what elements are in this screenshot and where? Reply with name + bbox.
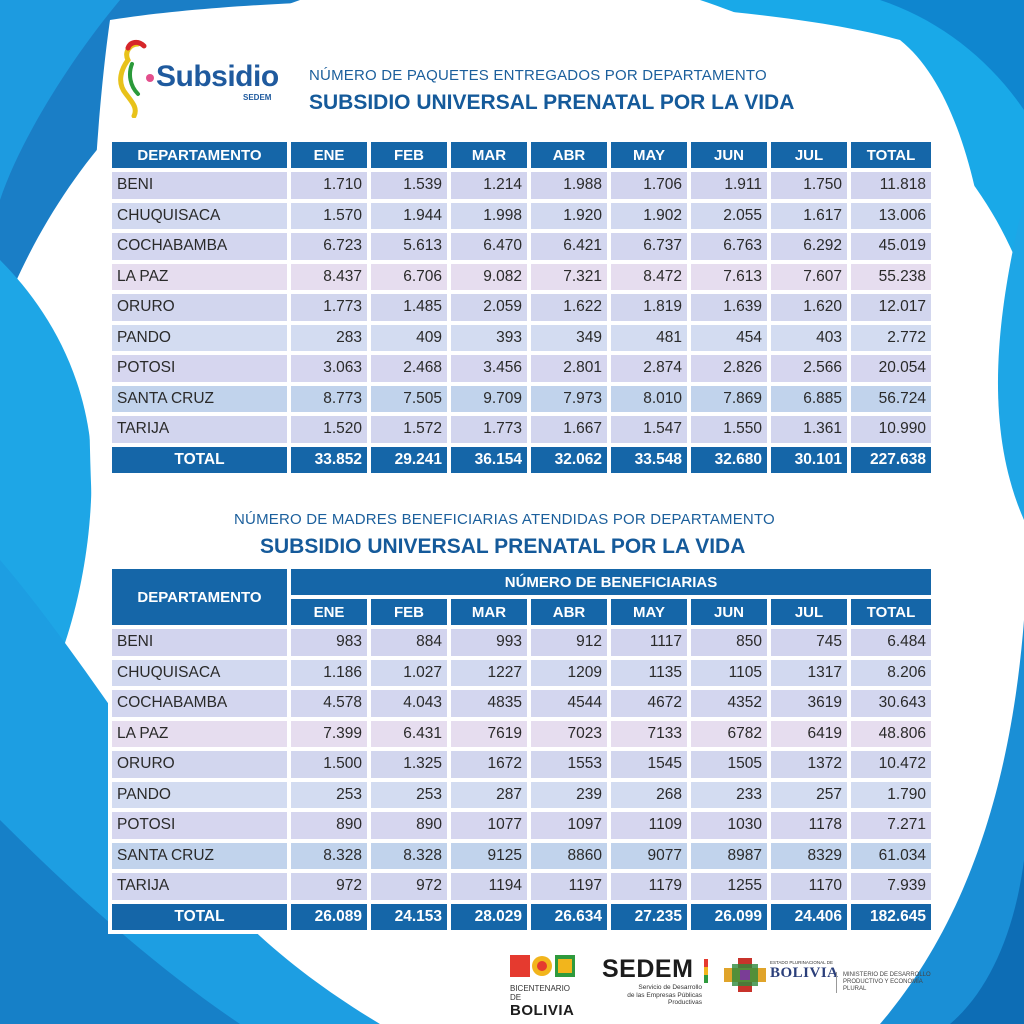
cell-may: 1135 [611,660,687,687]
cell-may: 6.737 [611,233,687,260]
cell-feb: 4.043 [371,690,447,717]
cell-abr: 6.421 [531,233,607,260]
cell-jun: 850 [691,629,767,656]
cell-may: 1545 [611,751,687,778]
cell-ene: 6.723 [291,233,367,260]
cell-total: 8.206 [851,660,931,687]
cell-ene: 890 [291,812,367,839]
cell-mar: 6.470 [451,233,527,260]
total-cell-jun: 26.099 [691,904,767,931]
cell-abr: 2.801 [531,355,607,382]
cell-mar: 7619 [451,721,527,748]
cell-departamento: PANDO [112,782,287,809]
col-header-may: MAY [611,599,687,625]
table1-header-row [112,142,931,168]
total-cell-mar: 28.029 [451,904,527,931]
total-cell-may: 27.235 [611,904,687,931]
col-header-jun: JUN [691,599,767,625]
cell-ene: 983 [291,629,367,656]
total-cell-departamento: TOTAL [112,904,287,931]
cell-departamento: SANTA CRUZ [112,386,287,413]
col-header-mar: MAR [451,599,527,625]
cell-departamento: LA PAZ [112,721,287,748]
table-row [112,873,931,900]
cell-jun: 454 [691,325,767,352]
table-row [112,751,931,778]
cell-ene: 4.578 [291,690,367,717]
table-row [112,416,931,443]
total-cell-total: 227.638 [851,447,931,474]
cell-abr: 1.622 [531,294,607,321]
cell-feb: 1.485 [371,294,447,321]
col-header-jun: JUN [691,142,767,168]
ministerio-line-1: MINISTERIO DE DESARROLLO [843,972,931,978]
cell-jul: 1.750 [771,172,847,199]
cell-jul: 8329 [771,843,847,870]
sedem-desc-line-2: de las Empresas Públicas [627,991,702,999]
cell-mar: 1672 [451,751,527,778]
table1-title: SUBSIDIO UNIVERSAL PRENATAL POR LA VIDA [309,91,795,114]
cell-departamento: BENI [112,629,287,656]
cell-mar: 4835 [451,690,527,717]
cell-feb: 884 [371,629,447,656]
packages-table [108,138,935,477]
cell-may: 1179 [611,873,687,900]
table-row [112,264,931,291]
cell-abr: 7.973 [531,386,607,413]
cell-ene: 7.399 [291,721,367,748]
cell-departamento: SANTA CRUZ [112,843,287,870]
cell-abr: 1209 [531,660,607,687]
cell-mar: 1227 [451,660,527,687]
sedem-description [602,984,702,1007]
table-row [112,782,931,809]
sedem-flag-bar [704,959,708,1019]
chakana-emblem-icon [724,958,766,992]
cell-ene: 283 [291,325,367,352]
cell-mar: 9125 [451,843,527,870]
cell-feb: 972 [371,873,447,900]
cell-total: 7.271 [851,812,931,839]
cell-ene: 1.710 [291,172,367,199]
cell-ene: 1.500 [291,751,367,778]
col-header-ene: ENE [291,142,367,168]
cell-mar: 9.082 [451,264,527,291]
col-header-total: TOTAL [851,142,931,168]
cell-abr: 349 [531,325,607,352]
cell-jul: 257 [771,782,847,809]
cell-may: 9077 [611,843,687,870]
cell-departamento: COCHABAMBA [112,233,287,260]
cell-total: 7.939 [851,873,931,900]
table-row [112,721,931,748]
cell-jun: 4352 [691,690,767,717]
cell-departamento: TARIJA [112,873,287,900]
cell-total: 11.818 [851,172,931,199]
cell-mar: 1.998 [451,203,527,230]
cell-departamento: ORURO [112,294,287,321]
cell-mar: 287 [451,782,527,809]
group-header-beneficiarias: NÚMERO DE BENEFICIARIAS [291,569,931,595]
cell-abr: 912 [531,629,607,656]
cell-jul: 3619 [771,690,847,717]
cell-mar: 3.456 [451,355,527,382]
cell-abr: 7023 [531,721,607,748]
table-row [112,294,931,321]
cell-jul: 403 [771,325,847,352]
cell-departamento: CHUQUISACA [112,660,287,687]
cell-abr: 7.321 [531,264,607,291]
cell-may: 2.874 [611,355,687,382]
cell-ene: 972 [291,873,367,900]
cell-abr: 4544 [531,690,607,717]
ministerio-line-2: PRODUCTIVO Y ECONOMÍA PLURAL [843,979,923,992]
cell-jun: 2.055 [691,203,767,230]
estado-line: ESTADO PLURINACIONAL DE [770,960,834,965]
total-cell-feb: 29.241 [371,447,447,474]
table2-subtitle: NÚMERO DE MADRES BENEFICIARIAS ATENDIDAS POR DEPARTAMENTO [234,511,775,528]
cell-abr: 1.988 [531,172,607,199]
cell-mar: 1.214 [451,172,527,199]
cell-jul: 2.566 [771,355,847,382]
cell-departamento: LA PAZ [112,264,287,291]
cell-total: 55.238 [851,264,931,291]
cell-abr: 1197 [531,873,607,900]
cell-total: 10.990 [851,416,931,443]
cell-departamento: PANDO [112,325,287,352]
col-header-mar: MAR [451,142,527,168]
sedem-desc-line-1: Servicio de Desarrollo [638,984,702,991]
table-row [112,325,931,352]
estado-country: BOLIVIA [770,965,839,981]
beneficiaries-table [108,565,935,934]
cell-total: 56.724 [851,386,931,413]
cell-jul: 7.607 [771,264,847,291]
cell-feb: 409 [371,325,447,352]
table-row [112,812,931,839]
cell-jul: 1317 [771,660,847,687]
cell-jun: 2.826 [691,355,767,382]
cell-jun: 1030 [691,812,767,839]
table-row [112,843,931,870]
cell-total: 1.790 [851,782,931,809]
cell-jul: 1178 [771,812,847,839]
cell-may: 8.472 [611,264,687,291]
total-cell-ene: 33.852 [291,447,367,474]
cell-total: 30.643 [851,690,931,717]
cell-departamento: TARIJA [112,416,287,443]
col-header-feb: FEB [371,599,447,625]
cell-departamento: ORURO [112,751,287,778]
cell-total: 48.806 [851,721,931,748]
cell-mar: 393 [451,325,527,352]
table-row [112,172,931,199]
cell-may: 268 [611,782,687,809]
cell-total: 10.472 [851,751,931,778]
table-row [112,629,931,656]
cell-abr: 1.920 [531,203,607,230]
cell-may: 8.010 [611,386,687,413]
cell-jul: 1372 [771,751,847,778]
cell-ene: 1.773 [291,294,367,321]
total-cell-abr: 26.634 [531,904,607,931]
col-header-may: MAY [611,142,687,168]
cell-total: 61.034 [851,843,931,870]
table-row [112,690,931,717]
total-cell-jul: 24.406 [771,904,847,931]
cell-jun: 6.763 [691,233,767,260]
cell-may: 7133 [611,721,687,748]
bicentenario-emblem-icon [510,955,576,979]
cell-mar: 2.059 [451,294,527,321]
cell-jul: 6419 [771,721,847,748]
total-cell-mar: 36.154 [451,447,527,474]
cell-abr: 8860 [531,843,607,870]
cell-mar: 1077 [451,812,527,839]
logo-subtext: SEDEM [243,93,272,102]
cell-total: 20.054 [851,355,931,382]
cell-total: 13.006 [851,203,931,230]
cell-jun: 1.550 [691,416,767,443]
sedem-name: SEDEM [602,955,694,983]
total-cell-abr: 32.062 [531,447,607,474]
cell-ene: 1.186 [291,660,367,687]
cell-ene: 8.437 [291,264,367,291]
cell-feb: 253 [371,782,447,809]
cell-jun: 8987 [691,843,767,870]
cell-feb: 2.468 [371,355,447,382]
cell-feb: 6.706 [371,264,447,291]
cell-jul: 745 [771,629,847,656]
table-row [112,203,931,230]
cell-abr: 1553 [531,751,607,778]
cell-jul: 1170 [771,873,847,900]
cell-feb: 8.328 [371,843,447,870]
cell-jun: 1255 [691,873,767,900]
cell-feb: 7.505 [371,386,447,413]
total-cell-jul: 30.101 [771,447,847,474]
cell-feb: 1.325 [371,751,447,778]
col-header-total: TOTAL [851,599,931,625]
cell-total: 2.772 [851,325,931,352]
total-row [112,447,931,474]
cell-jun: 7.613 [691,264,767,291]
table-row [112,660,931,687]
col-header-abr: ABR [531,142,607,168]
bicentenario-line: BICENTENARIO DE [510,984,571,1002]
cell-jul: 1.361 [771,416,847,443]
cell-total: 45.019 [851,233,931,260]
total-row [112,904,931,931]
col-header-ene: ENE [291,599,367,625]
cell-ene: 253 [291,782,367,809]
cell-ene: 3.063 [291,355,367,382]
cell-feb: 1.944 [371,203,447,230]
cell-abr: 1097 [531,812,607,839]
cell-feb: 1.539 [371,172,447,199]
cell-abr: 1.667 [531,416,607,443]
col-header-jul: JUL [771,142,847,168]
ministerio-logo [836,972,946,993]
cell-jul: 6.292 [771,233,847,260]
table-row [112,233,931,260]
sedem-desc-line-3: Productivas [668,999,702,1006]
table1-subtitle: NÚMERO DE PAQUETES ENTREGADOS POR DEPARTAMENTO [309,67,767,84]
cell-may: 481 [611,325,687,352]
cell-ene: 1.570 [291,203,367,230]
cell-mar: 1194 [451,873,527,900]
total-cell-feb: 24.153 [371,904,447,931]
cell-jun: 233 [691,782,767,809]
cell-departamento: POTOSI [112,355,287,382]
col-header-departamento: DEPARTAMENTO [112,142,287,168]
cell-jun: 7.869 [691,386,767,413]
cell-may: 1.819 [611,294,687,321]
cell-mar: 9.709 [451,386,527,413]
total-cell-may: 33.548 [611,447,687,474]
sedem-logo [602,955,712,1007]
col-header-feb: FEB [371,142,447,168]
cell-may: 4672 [611,690,687,717]
cell-may: 1.902 [611,203,687,230]
col-header-jul: JUL [771,599,847,625]
table2-title: SUBSIDIO UNIVERSAL PRENATAL POR LA VIDA [260,535,746,558]
total-cell-jun: 32.680 [691,447,767,474]
cell-jul: 1.617 [771,203,847,230]
cell-feb: 890 [371,812,447,839]
cell-jul: 6.885 [771,386,847,413]
total-cell-departamento: TOTAL [112,447,287,474]
table2-group-header-row [112,569,931,595]
cell-jun: 1.911 [691,172,767,199]
cell-feb: 1.027 [371,660,447,687]
total-cell-total: 182.645 [851,904,931,931]
cell-departamento: CHUQUISACA [112,203,287,230]
cell-total: 12.017 [851,294,931,321]
cell-total: 6.484 [851,629,931,656]
table-row [112,386,931,413]
table-row [112,355,931,382]
cell-ene: 1.520 [291,416,367,443]
col-header-departamento: DEPARTAMENTO [112,569,287,625]
cell-jun: 6782 [691,721,767,748]
subsidio-logo [108,38,283,118]
cell-jun: 1105 [691,660,767,687]
cell-abr: 239 [531,782,607,809]
bicentenario-logo [510,955,580,1019]
bicentenario-country: BOLIVIA [510,1002,575,1019]
cell-jul: 1.620 [771,294,847,321]
cell-departamento: BENI [112,172,287,199]
cell-departamento: COCHABAMBA [112,690,287,717]
cell-feb: 5.613 [371,233,447,260]
cell-jun: 1.639 [691,294,767,321]
logo-wordmark: Subsidio [156,60,279,93]
cell-jun: 1505 [691,751,767,778]
cell-ene: 8.328 [291,843,367,870]
cell-departamento: POTOSI [112,812,287,839]
cell-feb: 1.572 [371,416,447,443]
cell-may: 1.706 [611,172,687,199]
cell-may: 1.547 [611,416,687,443]
cell-may: 1109 [611,812,687,839]
cell-feb: 6.431 [371,721,447,748]
cell-ene: 8.773 [291,386,367,413]
cell-may: 1117 [611,629,687,656]
total-cell-ene: 26.089 [291,904,367,931]
cell-mar: 1.773 [451,416,527,443]
cell-mar: 993 [451,629,527,656]
col-header-abr: ABR [531,599,607,625]
